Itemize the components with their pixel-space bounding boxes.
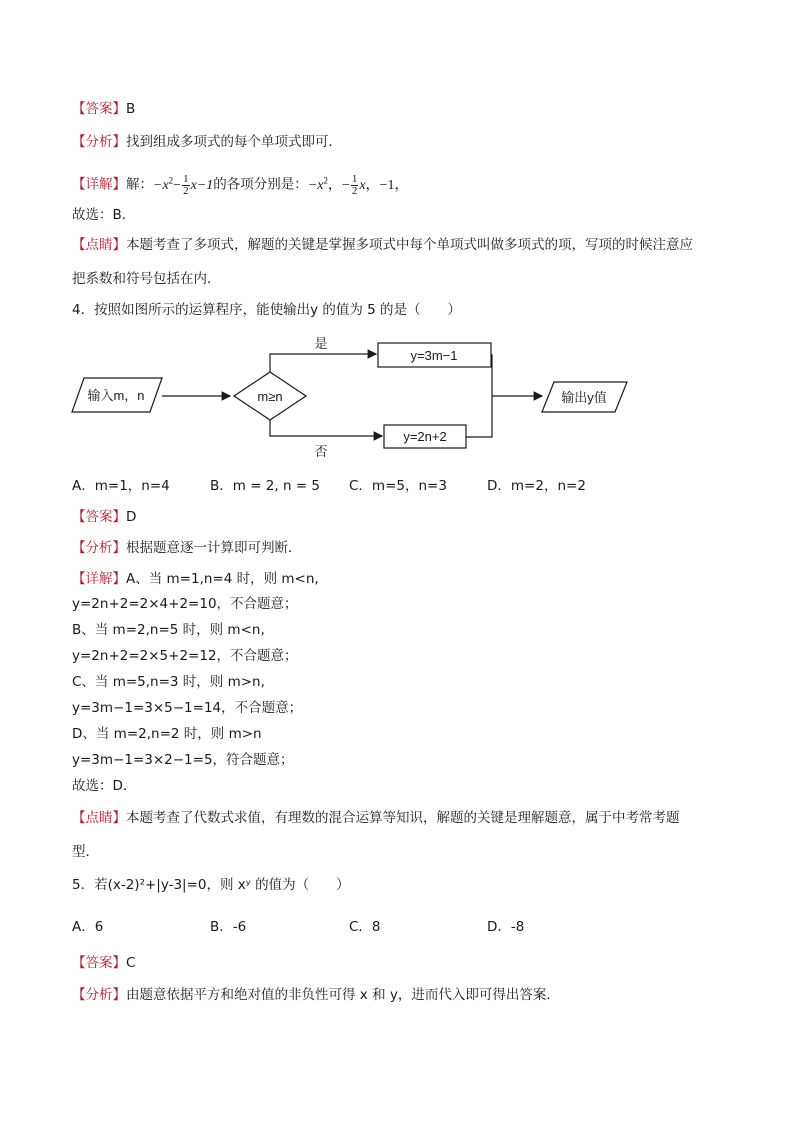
q4-option-a: A．m=1，n=4 bbox=[72, 478, 170, 494]
q4-detail-line-4: C、当 m=5,n=3 时，则 m>n, bbox=[72, 674, 265, 690]
q3-comment-line1: 【点睛】本题考查了多项式，解题的关键是掌握多项式中每个单项式叫做多项式的项，写项的时候注意应 bbox=[72, 237, 693, 253]
detail-tag: 【详解】 bbox=[72, 176, 126, 193]
answer-value: C bbox=[126, 955, 136, 971]
comment-tag: 【点睛】 bbox=[72, 237, 126, 253]
analysis-tag: 【分析】 bbox=[72, 134, 126, 150]
q3-comment-line2: 把系数和符号包括在内． bbox=[72, 271, 221, 287]
term-list: $-x^2$，− $\frac{1}{2}$ x，−1， bbox=[307, 172, 409, 197]
q3-analysis-line bbox=[72, 132, 342, 152]
analysis-text: 找到组成多项式的每个单项式即可． bbox=[126, 134, 342, 150]
q4-detail-line-8: 故选：D． bbox=[72, 778, 137, 794]
poly-expression: $-x^2-$ $\frac{1}{2}$ x−1 bbox=[153, 172, 214, 197]
q4-detail-line-1: y=2n+2=2×4+2=10，不合题意； bbox=[72, 596, 298, 612]
q4-option-b: B．m = 2, n = 5 bbox=[210, 478, 321, 494]
flowchart-diagram bbox=[70, 332, 730, 462]
yes-label: 是 bbox=[314, 336, 328, 351]
q5-stem: 5．若(x-2)²+|y-3|=0，则 xʸ 的值为（ ） bbox=[72, 877, 350, 893]
q4-detail-line-6: D、当 m=2,n=2 时，则 m>n bbox=[72, 726, 262, 742]
answer-value: D bbox=[126, 509, 137, 525]
q4-option-d: D．m=2，n=2 bbox=[487, 478, 586, 494]
q4-stem: 4．按照如图所示的运算程序，能使输出y 的值为 5 的是（ ） bbox=[72, 302, 462, 318]
output-label: 输出y值 bbox=[561, 390, 607, 405]
q4-detail-line-0: 【详解】A、当 m=1,n=4 时，则 m<n, bbox=[72, 571, 319, 587]
q4-comment-line2: 型． bbox=[72, 844, 99, 860]
detail-prefix: 解： bbox=[126, 176, 153, 193]
no-label: 否 bbox=[314, 444, 328, 459]
detail-mid: 的各项分别是： bbox=[213, 176, 308, 193]
q4-analysis-line: 【分析】根据题意逐一计算即可判断． bbox=[72, 540, 302, 556]
answer-tag: 【答案】 bbox=[72, 101, 126, 117]
q3-detail-line bbox=[72, 167, 408, 199]
q4-detail-line-2: B、当 m=2,n=5 时，则 m<n, bbox=[72, 622, 265, 638]
answer-value: B bbox=[126, 101, 136, 117]
fraction-half: $\frac{1}{2}$ bbox=[183, 172, 189, 197]
q4-detail-line-5: y=3m−1=3×5−1=14，不合题意； bbox=[72, 700, 303, 716]
q4-detail-line-3: y=2n+2=2×5+2=12，不合题意； bbox=[72, 648, 298, 664]
q5-option-a: A．6 bbox=[72, 919, 104, 935]
arrow-yes bbox=[270, 354, 376, 372]
q5-option-c: C．8 bbox=[349, 919, 381, 935]
q5-analysis-line: 【分析】由题意依据平方和绝对值的非负性可得 x 和 y，进而代入即可得出答案. bbox=[72, 987, 551, 1003]
q4-detail-line-7: y=3m−1=3×2−1=5，符合题意； bbox=[72, 752, 294, 768]
q5-option-d: D．-8 bbox=[487, 919, 525, 935]
q4-answer-line: 【答案】D bbox=[72, 509, 137, 525]
q3-answer-line bbox=[72, 99, 135, 119]
input-label: 输入m，n bbox=[87, 388, 145, 403]
q3-choose-line: 故选：B． bbox=[72, 207, 136, 223]
q4-option-c: C．m=5，n=3 bbox=[349, 478, 447, 494]
decision-label: m≥n bbox=[257, 389, 283, 404]
arrow-no bbox=[270, 420, 382, 436]
box-yes-label: y=3m−1 bbox=[410, 348, 458, 363]
q5-option-b: B．-6 bbox=[210, 919, 247, 935]
q4-comment-line1: 【点睛】本题考查了代数式求值，有理数的混合运算等知识，解题的关键是理解题意，属于中考常考题 bbox=[72, 810, 680, 826]
box-no-label: y=2n+2 bbox=[403, 429, 447, 444]
q5-answer-line: 【答案】C bbox=[72, 955, 136, 971]
